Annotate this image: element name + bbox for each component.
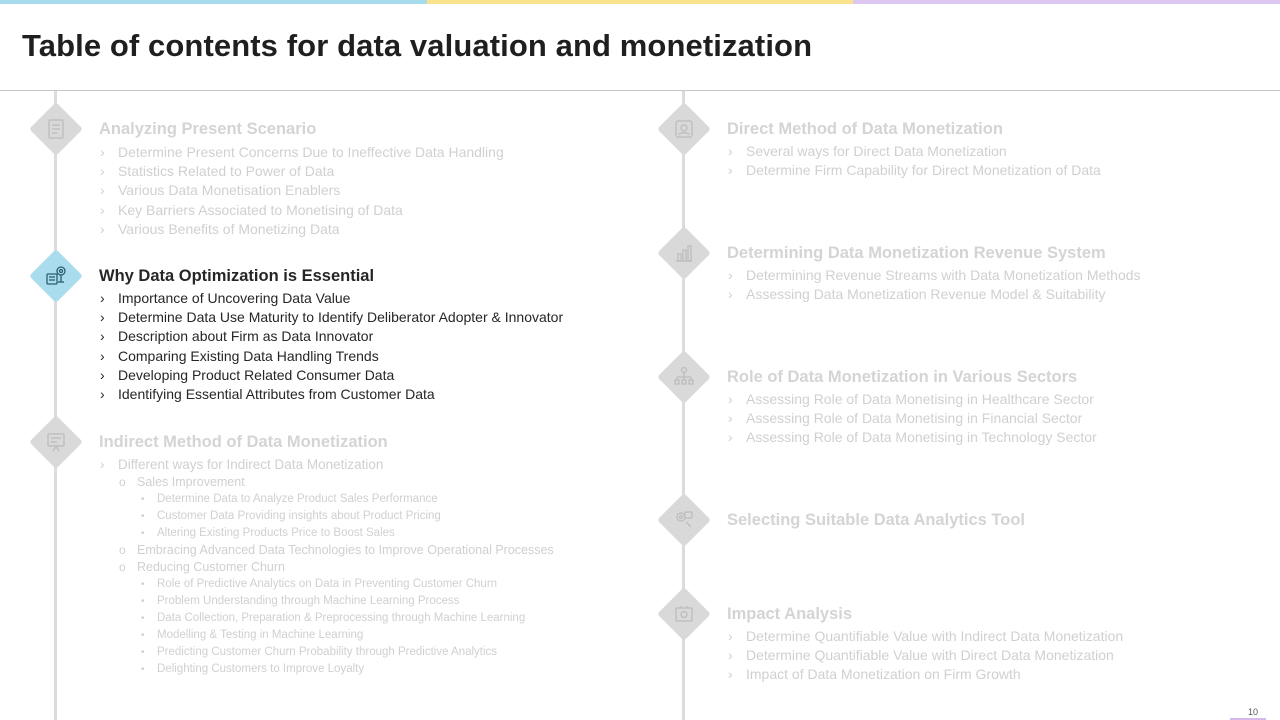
- list-item: › Assessing Role of Data Monetising in Financial Sector: [727, 409, 1097, 428]
- section-heading: Role of Data Monetization in Various Sectors: [727, 368, 1078, 386]
- section-items: [99, 143, 504, 239]
- list-item: › Assessing Role of Data Monetising in Technology Sector: [727, 428, 1097, 447]
- list-item: › Identifying Essential Attributes from Customer Data: [99, 385, 563, 404]
- list-item: › Various Data Monetisation Enablers: [99, 181, 504, 200]
- section-heading: Determining Data Monetization Revenue System: [727, 244, 1106, 262]
- section-items: [99, 456, 554, 678]
- list-item: › Assessing Role of Data Monetising in Healthcare Sector: [727, 390, 1097, 409]
- list-item: › Determine Quantifiable Value with Direct Data Monetization: [727, 646, 1123, 665]
- section-heading: Impact Analysis: [727, 605, 853, 623]
- list-item: › Determine Quantifiable Value with Indirect Data Monetization: [727, 627, 1123, 646]
- list-item: › Assessing Data Monetization Revenue Model & Suitability: [727, 285, 1141, 304]
- list-item: › Determine Present Concerns Due to Ineffective Data Handling: [99, 143, 504, 162]
- list-item: › Comparing Existing Data Handling Trends: [99, 347, 563, 366]
- sub-sub-list-item: • Predicting Customer Churn Probability through Predictive Analytics: [99, 644, 554, 661]
- org-chart-icon: [656, 349, 712, 405]
- list-item: › Description about Firm as Data Innovator: [99, 327, 563, 346]
- section-heading: Indirect Method of Data Monetization: [99, 433, 388, 451]
- list-item: › Determine Firm Capability for Direct Monetization of Data: [727, 161, 1101, 180]
- data-optimization-icon: [28, 248, 84, 304]
- title-divider: [0, 90, 1280, 91]
- left-timeline-line: [54, 91, 57, 720]
- impact-analysis-icon: [656, 586, 712, 642]
- list-item: › Several ways for Direct Data Monetization: [727, 142, 1101, 161]
- sub-sub-list-item: • Determine Data to Analyze Product Sales Performance: [99, 491, 554, 508]
- list-item: › Various Benefits of Monetizing Data: [99, 220, 504, 239]
- report-document-icon: [28, 101, 84, 157]
- list-item: › Importance of Uncovering Data Value: [99, 289, 563, 308]
- section-items: [727, 390, 1097, 448]
- sub-sub-list-item: • Problem Understanding through Machine Learning Process: [99, 593, 554, 610]
- section-heading: Selecting Suitable Data Analytics Tool: [727, 511, 1025, 529]
- section-items: [727, 627, 1123, 685]
- list-item: › Determine Data Use Maturity to Identify Deliberator Adopter & Innovator: [99, 308, 563, 327]
- sub-list-item: o Embracing Advanced Data Technologies to Improve Operational Processes: [99, 542, 554, 559]
- presentation-board-icon: [28, 414, 84, 470]
- top-accent-bar: [0, 0, 1280, 4]
- page-number: 10: [1247, 707, 1258, 717]
- accent-segment-blue: [0, 0, 427, 4]
- list-item: › Developing Product Related Consumer Data: [99, 366, 563, 385]
- list-item: › Statistics Related to Power of Data: [99, 162, 504, 181]
- section-heading: Analyzing Present Scenario: [99, 120, 317, 138]
- section-items: [727, 266, 1141, 304]
- sub-sub-list-item: • Delighting Customers to Improve Loyalty: [99, 661, 554, 678]
- list-item: › Key Barriers Associated to Monetising of Data: [99, 201, 504, 220]
- list-item: › Different ways for Indirect Data Monetization: [99, 456, 554, 474]
- direct-monetization-icon: [656, 101, 712, 157]
- sub-list-item: o Reducing Customer Churn: [99, 559, 554, 576]
- sub-sub-list-item: • Modelling & Testing in Machine Learning: [99, 627, 554, 644]
- accent-segment-purple: [853, 0, 1280, 4]
- list-item: › Impact of Data Monetization on Firm Growth: [727, 665, 1123, 684]
- section-items: [727, 142, 1101, 180]
- list-item: › Determining Revenue Streams with Data Monetization Methods: [727, 266, 1141, 285]
- section-items: [99, 289, 563, 404]
- section-heading: Why Data Optimization is Essential: [99, 267, 375, 285]
- analytics-tool-icon: [656, 492, 712, 548]
- sub-sub-list-item: • Customer Data Providing insights about Product Pricing: [99, 508, 554, 525]
- section-heading: Direct Method of Data Monetization: [727, 120, 1003, 138]
- sub-sub-list-item: • Data Collection, Preparation & Preprocessing through Machine Learning: [99, 610, 554, 627]
- accent-segment-yellow: [427, 0, 854, 4]
- revenue-chart-icon: [656, 225, 712, 281]
- sub-list-item: o Sales Improvement: [99, 474, 554, 491]
- sub-sub-list-item: • Role of Predictive Analytics on Data in Preventing Customer Churn: [99, 576, 554, 593]
- page-title: Table of contents for data valuation and monetization: [22, 28, 813, 63]
- sub-sub-list-item: • Altering Existing Products Price to Boost Sales: [99, 525, 554, 542]
